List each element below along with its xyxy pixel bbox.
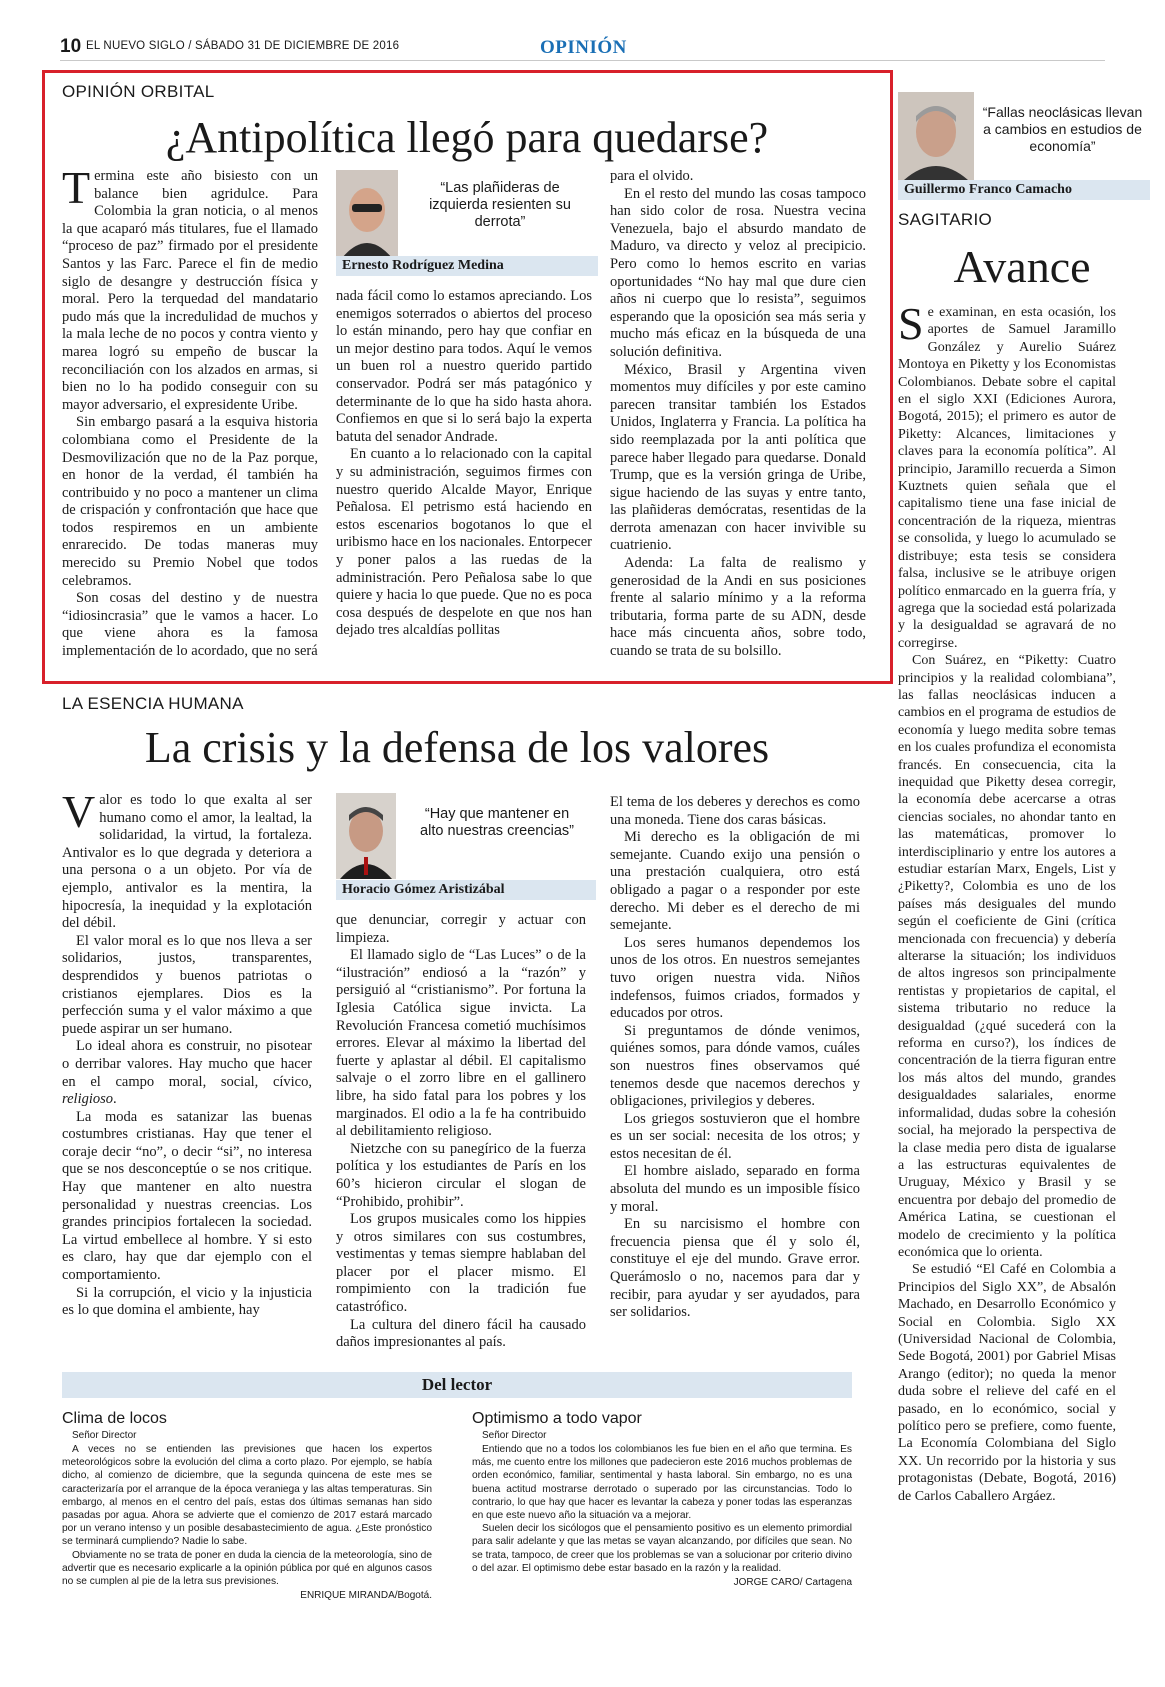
article2-headline: La crisis y la defensa de los valores	[144, 723, 770, 772]
paragraph: A veces no se entienden las previsiones que hacen los expertos meteorológicos sobre la evolución del clima a corto plazo. Por ejemplo, se había dicho, al comienzo de diciembre, que la segunda quincena de este mes se caracterizaría por el arranque de la época veraniega y las altas temperaturas. Sin embargo, al menos en el centro del país, estas dos últimas semanas han sido pasadas por agua. Ahora se advierte que el comienzo de 2017 estará marcado por un verano intenso y un posible desabastecimiento de agua. ¿Este pronóstico se terminará cumpliendo? Nadie lo sabe.	[62, 1444, 432, 1548]
paragraph: La moda es satanizar las buenas costumbres cristianas. Hay que tener el coraje decir “no”, o decir “si”, no interesa que se nos desconceptúe o se nos critique. Hay que mantener en alto nuestra personalidad y nuestras creencias. Los grandes principios fortalecen la sociedad. La virtud embellece al hombre. Y si esto es claro, hay que dar ejemplo con el comportamiento.	[62, 1108, 312, 1284]
paragraph: nada fácil como lo estamos apreciando. Los enemigos soterrados o abiertos del proceso lo están minando, pero hay que confiar en un mejor destino para todos. Aquí le vemos un buen rol a nuestro querido partido conservador. Podrá ser más patagónico y determinante de lo que ha sido hasta ahora. Confiemos en que si lo será bajo la experta batuta del senador Andrade.	[336, 288, 592, 445]
article1-column-2	[336, 288, 592, 640]
letter-left	[62, 1410, 432, 1601]
portrait-image	[336, 793, 396, 879]
pull-quote: “Las plañideras de izquierda resienten su derrota”	[429, 180, 571, 230]
paragraph: alor es todo lo que exalta al ser humano como el amor, la lealtad, la solidaridad, la virtud, la fortaleza. Antivalor es lo que degrada y deteriora a una persona o a un objeto. Por vía de ejemplo, antivalor es la mentira, la hipocresía, la inequidad y la explotación del débil.	[62, 792, 312, 932]
author-photo	[336, 170, 398, 258]
paragraph: México, Brasil y Argentina viven momentos muy difíciles y por este camino parecen transitar también los Estados Unidos, Inglaterra y Francia. La política ha sido reemplazada por la anti política que parece haber llegado para quedarse. Donald Trump, que es la versión gringa de Uribe, sigue haciendo de las suyas y entre tanto, las plañideras demócratas, resentidas de la derrota amenazan con hacer invivible su cuatrienio.	[610, 361, 866, 554]
paragraph: que denunciar, corregir y actuar con limpieza.	[336, 912, 586, 946]
letter-right	[472, 1410, 852, 1588]
paragraph: En el resto del mundo las cosas tampoco han sido color de rosa. Nuestra vecina Venezuela, bajo el absurdo mandato de Maduro, va directo y veloz al precipicio. Pero como lo hemos escrito en varias oportunidades “No hay mal que dure cien años ni cuerpo que lo resista”, seguimos esperando que la oposición sea más seria y mucho más eficaz en la búsqueda de una solución definitiva.	[610, 185, 866, 360]
paragraph: El tema de los deberes y derechos es como una moneda. Tiene dos caras básicas.	[610, 794, 860, 828]
text-run: .	[113, 1091, 117, 1108]
drop-cap: S	[898, 298, 924, 349]
text-run: Lo ideal ahora es construir, no pisotear o derribar valores. Hay mucho que hacer en el campo moral, social, cívico,	[62, 1038, 312, 1090]
sidebar-column	[898, 298, 1116, 1505]
letter-signature: ENRIQUE MIRANDA/Bogotá.	[300, 1590, 432, 1602]
paragraph: Sin embargo pasará a la esquiva historia colombiana como el Presidente de la Desmovilización que no de la Paz porque, en honor de la verdad, él también ha contribuido y no poco a mantener un clima de crispación y confrontación que hace que todos respiremos en un ambiente enrarecido. De todas maneras muy merecido su Premio Nobel que todos celebramos.	[62, 414, 318, 589]
paragraph: Los seres humanos dependemos los unos de los otros. En nuestros semejantes tuvo origen nuestra vida. Niños indefensos, fuimos criados, formados y educados por otros.	[610, 934, 860, 1022]
author-name: Guillermo Franco Camacho	[898, 180, 1150, 200]
paragraph: El hombre aislado, separado en forma absoluta del mundo es un imposible físico y moral.	[610, 1163, 860, 1215]
paragraph: El llamado siglo de “Las Luces” o de la “ilustración” endiosó a la “razón” y persiguió al “cristianismo”. Por fortuna la Iglesia Católica sigue invicta. La Revolución Francesa cometió muchísimos errores. Elevar al máximo la libertad del fuerte y aplastar al débil. El capitalismo salvaje o el zorro libre en el gallinero libre, ha sido fatal para los pobres y los marginados. El odio a la fe ha contribuido al debilitamiento religioso.	[336, 947, 586, 1140]
article1-column-1	[62, 162, 318, 661]
paragraph	[62, 1038, 312, 1108]
letter-body	[62, 1443, 432, 1588]
lector-bar: Del lector	[62, 1372, 852, 1398]
sidebar-headline: Avance	[953, 241, 1091, 292]
section-title: OPINIÓN	[540, 37, 627, 58]
pull-quote: “Fallas neoclásicas llevan a cambios en estudios de economía”	[982, 104, 1143, 154]
paragraph: Son cosas del destino y de nuestra “idiosincrasia” que le vamos a hacer. Lo que viene ahora es la famosa implementación de lo acordado, que no será	[62, 590, 318, 660]
article2-column-3	[610, 794, 860, 1322]
article1-kicker: OPINIÓN ORBITAL	[62, 82, 215, 101]
paragraph: Los griegos sostuvieron que el hombre es un ser social: necesita de los otros; y estos necesitan de él.	[610, 1110, 860, 1162]
paragraph: Entiendo que no a todos los colombianos les fue bien en el año que termina. Es más, me cuento entre los millones que padecieron este 2016 muchos problemas de orden económico, familiar, sentimental y hasta laboral. Sin embargo, no es una buena actitud mostrarse derrotado o superado por las circunstancias. Todo lo contrario, lo que hay que hacer es levantar la cabeza y poner todas las esperanzas en que este nuevo año la situación va a mejorar.	[472, 1444, 852, 1522]
letter-signature: JORGE CARO/ Cartagena	[733, 1577, 852, 1589]
article1-column-3	[610, 168, 866, 661]
paragraph: La cultura del dinero fácil ha causado daños impresionantes al país.	[336, 1316, 586, 1351]
drop-cap: T	[62, 162, 91, 213]
paragraph: Nietzche con su panegírico de la fuerza política y los estudiantes de París en los 60’s hicieron circular el slogan de “Prohibido, prohibir”.	[336, 1140, 586, 1210]
paragraph: En su narcisismo el hombre con frecuencia piensa que él y solo él, constituye el eje del mundo. Grave error. Querámoslo o no, nacemos para dar y recibir, para ayudar y ser ayudados, para ser solidarios.	[610, 1216, 860, 1321]
sidebar-kicker: SAGITARIO	[898, 210, 993, 229]
masthead	[60, 36, 1105, 61]
paragraph: Se estudió “El Café en Colombia a Principios del Siglo XX”, de Absalón Machado, en Desarrollo Económico y Social en Colombia. Siglo XX (Universidad Nacional de Colombia, Sede Bogotá, 2001) por Gabriel Misas Arango (editor); no queda la menor duda sobre el relieve del café en el pasado, en lo económico, social y político pero se prefiere, como fuente, La Economía Colombiana del Siglo XX. Un recorrido por la historia y sus protagonistas (Debate, Bogotá, 2016) de Carlos Caballero Argáez.	[898, 1262, 1116, 1504]
letter-body	[472, 1443, 852, 1575]
paragraph: Mi derecho es la obligación de mi semejante. Cuando exijo una pensión o una prestación cualquiera, otro está obligado a pagar o a responder por este derecho. Mi deber es el derecho de mi semejante.	[610, 829, 860, 934]
article2-kicker: LA ESENCIA HUMANA	[62, 694, 244, 713]
letter-salutation: Señor Director	[72, 1430, 137, 1441]
portrait-image	[336, 170, 398, 258]
paragraph: Obviamente no se trata de poner en duda la ciencia de la meteorología, sino de advertir que es necesario explicarle a la opinión pública por qué en algunos casos no se cumplen al pie de la letra sus previsiones.	[62, 1549, 432, 1588]
paragraph: para el olvido.	[610, 168, 694, 184]
italic-run: religioso	[62, 1091, 114, 1108]
author-name: Horacio Gómez Aristizábal	[336, 880, 596, 900]
paragraph: e examinan, en esta ocasión, los aportes de Samuel Jaramillo González y Aurelio Suárez Montoya en Piketty y los Economistas Colombianos. Debate sobre el capital en el siglo XXI (Ediciones Aurora, Bogotá, 2015); el primero es autor de Piketty: Alcances, limitaciones y claves para la economía política”. Al principio, Jaramillo recuerda a Simon Kuztnets quien señala que el capitalismo tiene una fase inicial de concentración de la riqueza, mientras se consolida, y luego lo acumulado se distribuye; esta tesis se considera falsa, inclusive se le atribuye origen político enmarcado en la guerra fría, y agrega que la sociedad está polarizada y la desigualdad se agravará de no corregirse.	[898, 305, 1116, 651]
paragraph: El valor moral es lo que nos lleva a ser solidarios, justos, transparentes, desprendidos y buenos patriotas o cristianos ejemplares. Dios es la perfección suma y el valor máximo a que puede aspirar un ser humano.	[62, 932, 312, 1037]
article2-column-2	[336, 912, 586, 1352]
paragraph: Suelen decir los sicólogos que el pensamiento positivo es un elemento primordial para salir adelante y que las metas se vayan alcanzando, por difíciles que sean. No se trata, tampoco, de creer que los problemas se van a solucionar por criterio divino o del azar. El optimismo debe estar basado en la razón y la realidad.	[472, 1523, 852, 1574]
letter-title: Optimismo a todo vapor	[472, 1410, 642, 1427]
drop-cap: V	[62, 786, 96, 837]
paragraph: Si la corrupción, el vicio y la injusticia es lo que domina el ambiente, hay	[62, 1284, 312, 1319]
page-number: 10	[60, 36, 82, 57]
article2-column-1	[62, 786, 312, 1320]
paragraph: Con Suárez, en “Piketty: Cuatro principios y la realidad colombiana”, las fallas neoclásicas inducen a cambios en el programa de estudios de economía y luego medita sobre temas en los cuales profundiza el economista francés. En consecuencia, cita la inequidad que Piketty desea corregir, la economía debe acercarse a otras ciencias sociales, no ahondar tanto en las matemáticas, promover lo interdisciplinario y entre los autores a estudiar estarían Marx, Engels, List y ¿Piketty?, Colombia es uno de los países más desiguales del mundo según el coeficiente de Gini (crítica mencionada con frecuencia) y debería alterarse la situación; los individuos de altos ingresos son principalmente rentistas y propietarios de capital, el sistema tributario no reduce la desigualdad (¿qué sucederá con la reforma en curso?), los índices de concentración de la tierra figuran entre los más altos del mundo, grandes desigualdades salariales, enorme informalidad, dudas sobre la cohesión social, ha mejorado la perspectiva de la clase media pero dista de igualarse a las estructuras equivalentes de Uruguay, México y Brasil y se encuentra por debajo del promedio de América Latina, se cuestionan el modelo de crecimiento y la política económica que lo orienta.	[898, 653, 1116, 1260]
paragraph: Los grupos musicales como los hippies y otros similares con sus costumbres, vestimentas y temas siempre hablaban del placer por el placer mismo. El rompimiento con la tradición fue catastrófico.	[336, 1211, 586, 1316]
article1-headline: ¿Antipolítica llegó para quedarse?	[165, 113, 769, 162]
author-photo	[898, 92, 974, 180]
paragraph: Si preguntamos de dónde venimos, quiénes somos, para dónde vamos, cuáles son nuestros fines observamos qué tenemos desde que nacemos derechos y obligaciones, privilegios y deberes.	[610, 1022, 860, 1110]
author-photo	[336, 793, 396, 879]
paragraph: Adenda: La falta de realismo y generosidad de la Andi en sus posiciones frente al salario mínimo y a la reforma tributaria, forma parte de su ADN, desde hace más cincuenta años, sobre todo, cuando se trata de su bolsillo.	[610, 555, 866, 660]
author-name: Ernesto Rodríguez Medina	[336, 256, 598, 276]
paragraph: En cuanto a lo relacionado con la capital y su administración, seguimos firmes con nuestro querido Alcalde Mayor, Enrique Peñalosa. El petrismo está haciendo en estos escenarios bogotanos lo que el uribismo hace en los nacionales. Entorpecer y poner palos a las ruedas de la administración. Pero Peñalosa sabe lo que quiere y hacia lo que puede. Que no es poca cosa después de despelote en que nos han dejado tres alcaldías pollitas	[336, 446, 592, 639]
pull-quote: “Hay que mantener en alto nuestras creencias”	[420, 806, 574, 839]
masthead-info: EL NUEVO SIGLO / SÁBADO 31 DE DICIEMBRE DE 2016	[86, 40, 400, 52]
portrait-image	[898, 92, 974, 180]
letter-salutation: Señor Director	[482, 1430, 547, 1441]
letter-title: Clima de locos	[62, 1410, 167, 1427]
paragraph: ermina este año bisiesto con un balance bien agridulce. Para Colombia la gran noticia, o al menos la que acaparó más titulares, fue el llamado “proceso de paz” firmado por el presidente Santos y las Farc. Parece el fin de medio siglo de desangre y destrucción física y moral. Pero la terquedad del mandatario pudo más que la incredulidad de muchos y la mala leche de no pocos y contra viento y marea logró su empeño de buscar la reconciliación con los alzados en armas, si bien no lo ha podido conseguir con su mayor adversario, el expresidente Uribe.	[62, 168, 318, 413]
